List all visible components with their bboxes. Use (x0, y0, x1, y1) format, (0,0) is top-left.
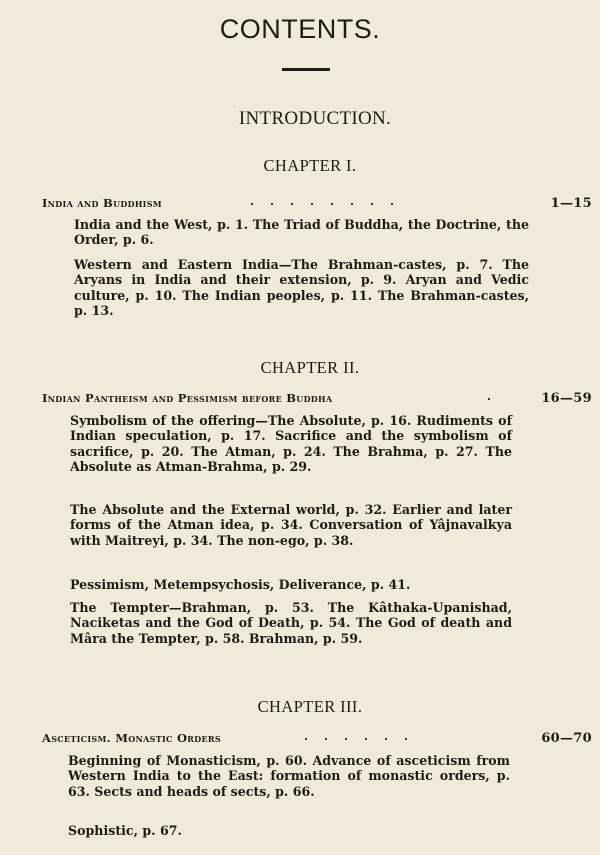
chapter-2-paragraph-2: The Absolute and the External world, p. 32. Earlier and later forms of the Atman idea, p. 34. Conversation of Yâjnavalkya with Maitreyi, p. 34. The non-ego, p. 38. (70, 502, 512, 548)
chapter-1-leader-dots: . . . . . . . . (250, 194, 401, 208)
chapter-2-paragraph-3: Pessimism, Metempsychosis, Deliverance, p. 41. (70, 577, 411, 592)
chapter-3-label: CHAPTER III. (257, 697, 363, 716)
chapter-3-heading-row (42, 729, 592, 749)
chapter-3-pages: 60—70 (541, 731, 592, 746)
title-rule (282, 68, 330, 71)
chapter-2-paragraph-1: Symbolism of the offering—The Absolute, p. 16. Rudiments of Indian speculation, p. 17. Sacrifice and the symbolism of sacrifice, p. 20. The Atman, p. 24. The Brahma, p. 27. The Absolute as Atman-Brahma, p. 29. (70, 413, 512, 474)
chapter-3-paragraph-1: Beginning of Monasticism, p. 60. Advance of asceticism from Western India to the East: formation of monastic orders, p. 63. Sects and heads of sects, p. 66. (68, 753, 510, 799)
chapter-2-pages: 16—59 (541, 391, 592, 406)
chapter-2-paragraph-4: The Tempter—Brahman, p. 53. The Kâthaka-Upanishad, Naciketas and the God of Death, p. 54. The God of death and Mâra the Tempter, p. 58. Brahman, p. 59. (70, 600, 512, 646)
chapter-1-paragraph-2: Western and Eastern India—The Brahman-castes, p. 7. The Aryans in India and their extension, p. 9. Aryan and Vedic culture, p. 10. The Indian peoples, p. 11. The Brahman-castes, p. 13. (74, 257, 529, 318)
chapter-1-heading: India and Buddhism (42, 196, 162, 210)
chapter-3-paragraph-2: Sophistic, p. 67. (68, 823, 182, 838)
chapter-1-pages: 1—15 (550, 196, 592, 211)
chapter-1-label: CHAPTER I. (263, 156, 357, 175)
chapter-2-label: CHAPTER II. (260, 358, 360, 377)
introduction-heading: INTRODUCTION. (238, 108, 392, 129)
chapter-2-leader-dots: . (487, 389, 498, 403)
chapter-1-heading-row (42, 194, 592, 214)
chapter-1-paragraph-1: India and the West, p. 1. The Triad of Buddha, the Doctrine, the Order, p. 6. (74, 217, 529, 248)
chapter-2-heading-row (42, 389, 592, 409)
page-title: CONTENTS. (219, 14, 381, 44)
chapter-3-heading: Asceticism. Monastic Orders (42, 731, 221, 745)
chapter-2-heading: Indian Pantheism and Pessimism before Buddha (42, 391, 333, 405)
chapter-3-leader-dots: . . . . . . (304, 729, 415, 743)
